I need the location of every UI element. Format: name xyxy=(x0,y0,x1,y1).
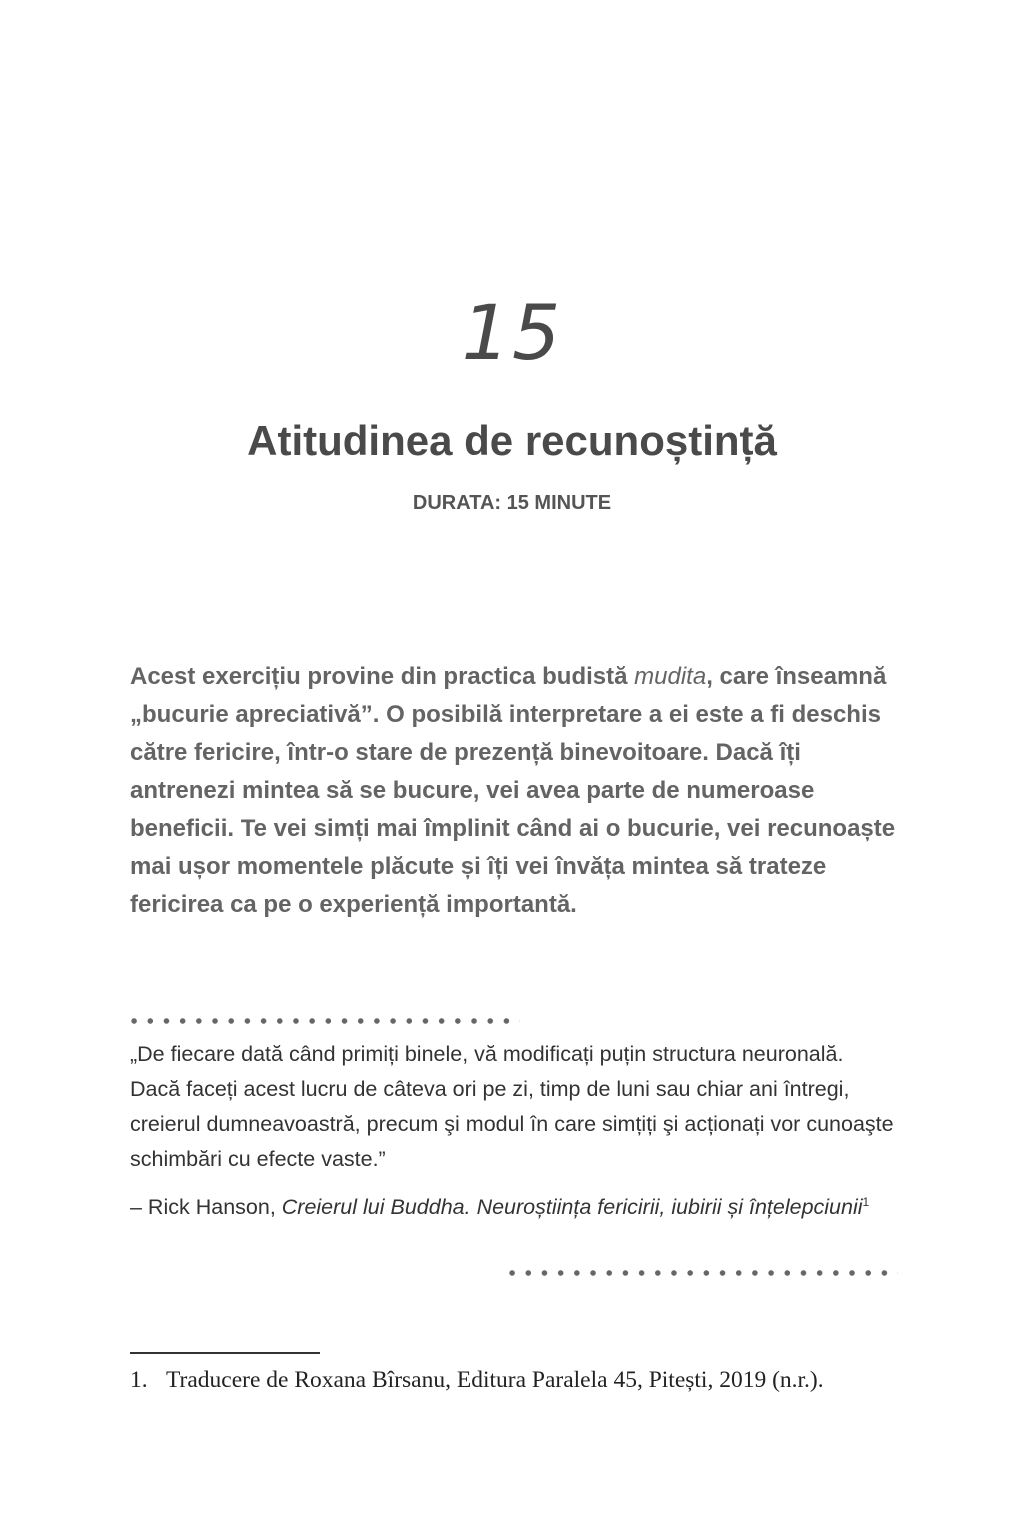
footnote-rule xyxy=(130,1352,320,1354)
intro-text-rest: , care înseamnă „bucurie apreciativă”. O posibilă interpretare a ei este a fi deschis către fericire, într-o stare de prezență binevoitoare. Dacă îți antrenezi mintea să se bucure, vei avea parte de numeroase beneficii. Te vei simți mai împlinit când ai o bucurie, vei recunoaște mai ușor momentele plăcute și îți vei învăța mintea să trateze fericirea ca pe o experiență importantă. xyxy=(130,663,896,918)
intro-paragraph xyxy=(130,658,900,924)
chapter-number: 15 xyxy=(461,288,563,377)
duration-label: DURATA: 15 MINUTE xyxy=(412,492,612,514)
footnote xyxy=(130,1364,910,1396)
quote-attribution xyxy=(130,1190,898,1224)
quote-author: – Rick Hanson, xyxy=(130,1195,282,1219)
dotted-divider-top xyxy=(126,1017,520,1025)
footnote-number: 1. xyxy=(130,1367,148,1393)
intro-term: mudita xyxy=(634,663,707,690)
quote-book-title: Creierul lui Buddha. Neuroștiința fericirii, iubirii și înțelepciunii xyxy=(281,1195,863,1219)
intro-text-start: Acest exercițiu provine din practica budistă xyxy=(130,663,635,690)
footnote-reference: 1 xyxy=(862,1194,870,1209)
quote-text: „De fiecare dată când primiți binele, vă modificați puțin structura neuronală. Dacă faceți acest lucru de câteva ori pe zi, timp de luni sau chiar ani întregi, creierul dumneavoastră, precum şi modul în care simțiți şi acționați vor cunoaşte schimbări cu efecte vaste.” xyxy=(130,1042,894,1171)
footnote-text: Traducere de Roxana Bîrsanu, Editura Paralela 45, Pitești, 2019 (n.r.). xyxy=(166,1367,824,1393)
dotted-divider-bottom xyxy=(504,1269,898,1277)
chapter-title: Atitudinea de recunoștință xyxy=(247,417,777,464)
